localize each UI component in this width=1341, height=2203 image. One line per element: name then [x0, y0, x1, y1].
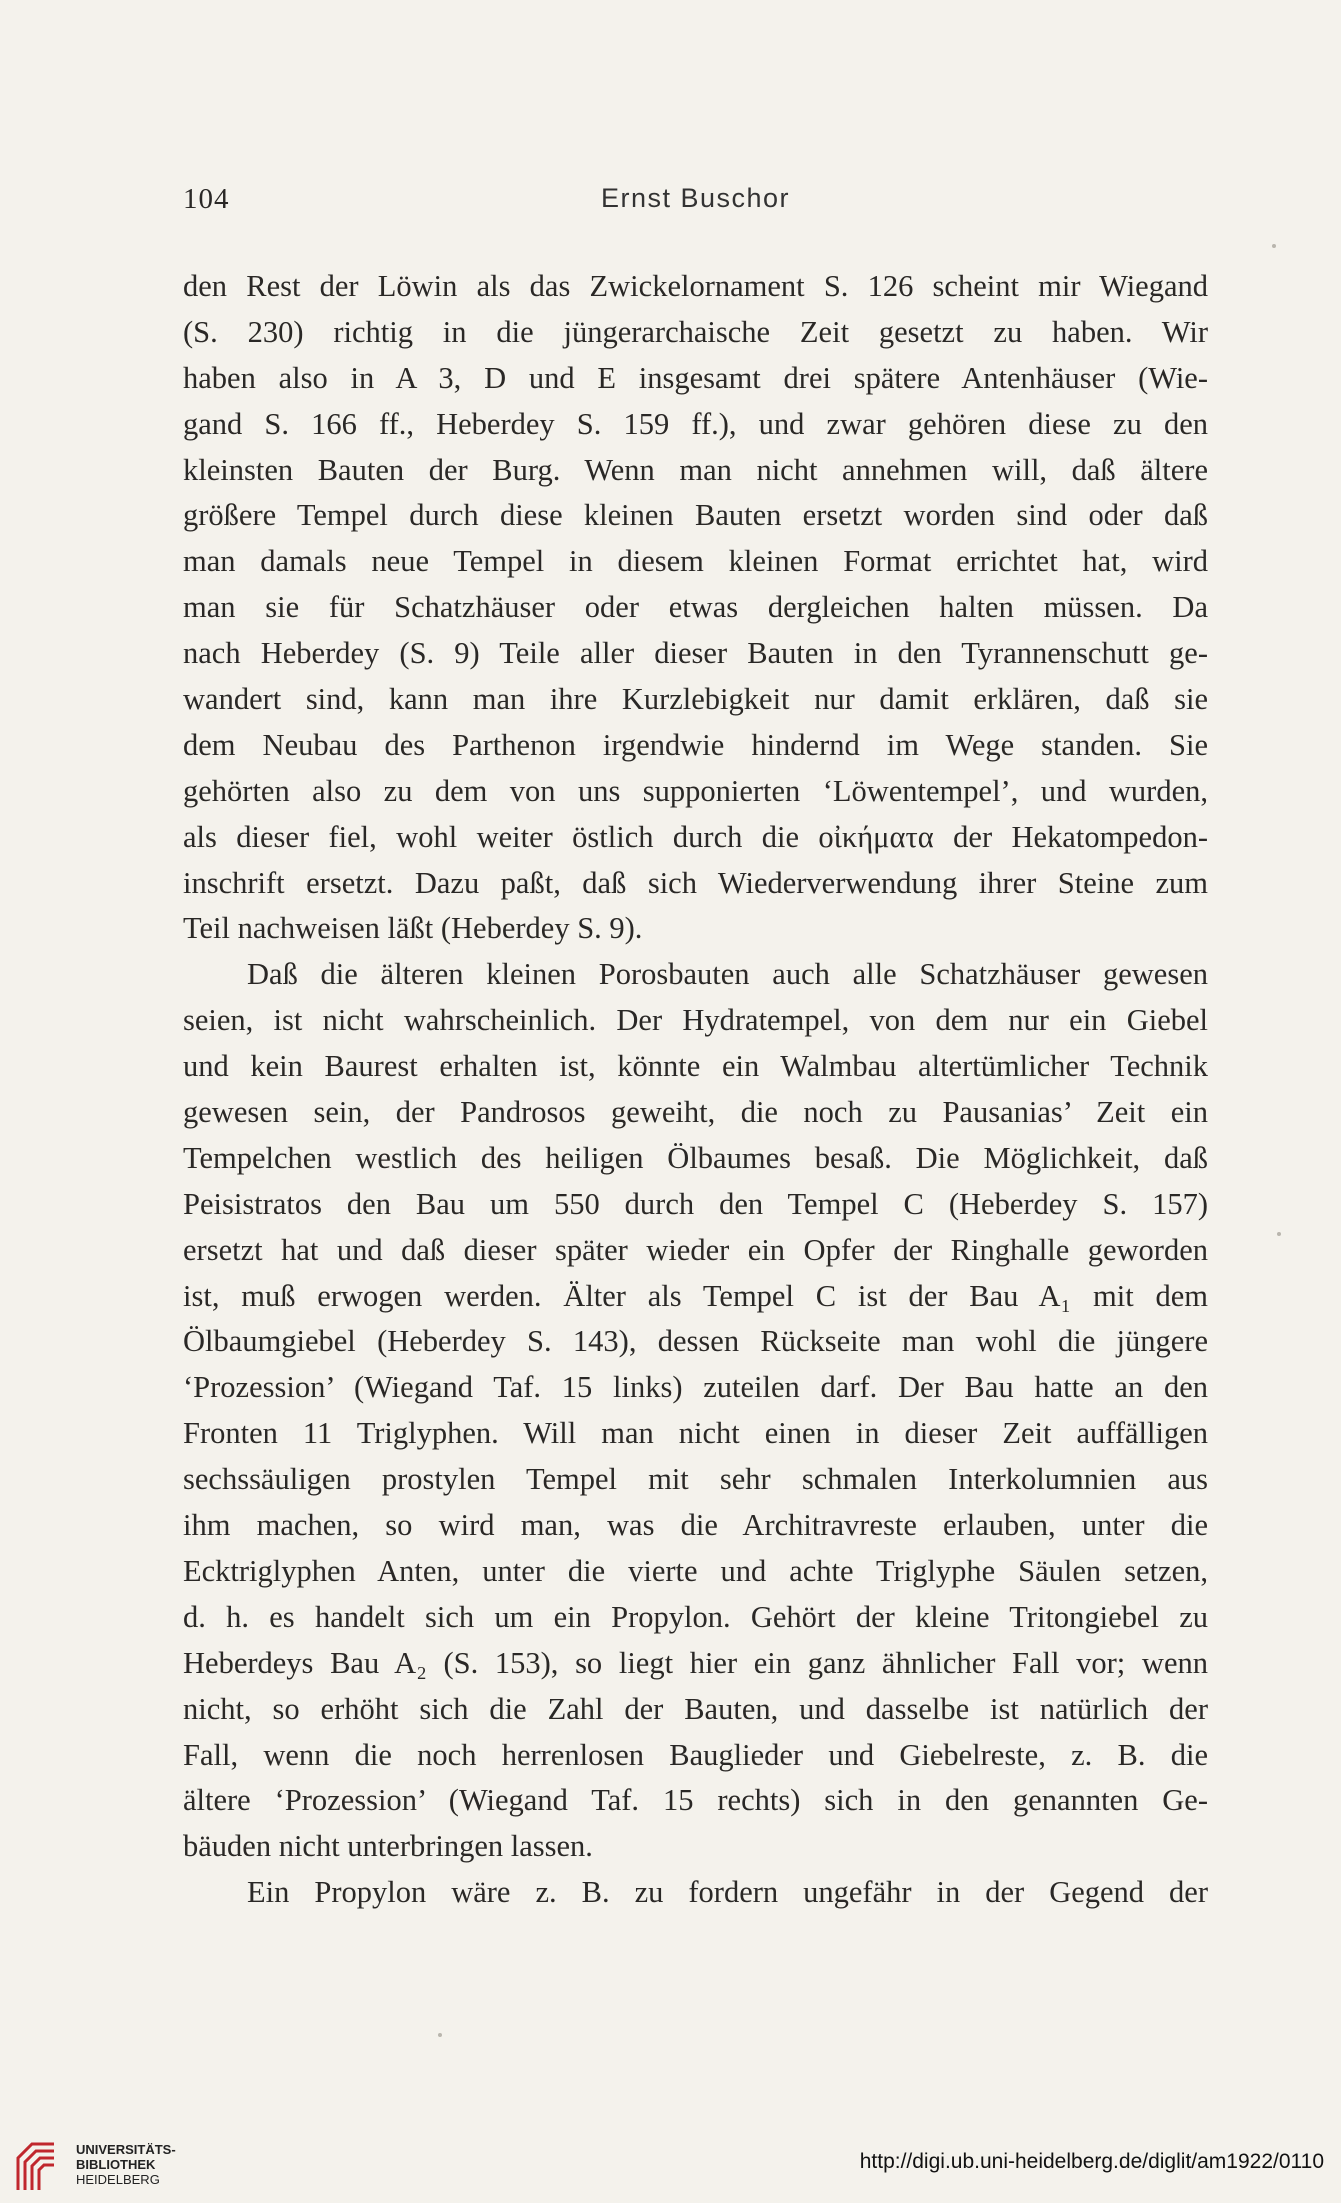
- text-line: den Rest der Löwin als das Zwickelornament S. 126 scheint mir Wiegand: [183, 269, 1208, 303]
- body-text: [183, 264, 1208, 1916]
- dust-speck: [1277, 1232, 1281, 1236]
- text-line: dem Neubau des Parthenon irgendwie hindernd im Wege standen. Sie: [183, 727, 1208, 762]
- text-line: und kein Baurest erhalten ist, könnte ein Walmbau altertümlicher Technik: [183, 1049, 1208, 1084]
- page-footer: [0, 2130, 1341, 2203]
- running-head: Ernst Buschor: [600, 183, 791, 213]
- library-name-line: BIBLIOTHEK: [76, 2157, 156, 2172]
- text-line: ältere ‘Prozession’ (Wiegand Taf. 15 rechts) sich in den genannten Ge-: [183, 1783, 1208, 1818]
- text-line: Heberdeys Bau A₂ (S. 153), so liegt hier ein ganz ähnlicher Fall vor; wenn: [183, 1645, 1208, 1680]
- text-line: nach Heberdey (S. 9) Teile aller dieser Bauten in den Tyrannenschutt ge-: [183, 636, 1208, 671]
- text-line: ‘Prozession’ (Wiegand Taf. 15 links) zuteilen darf. Der Bau hatte an den: [183, 1370, 1208, 1405]
- text-line: Ein Propylon wäre z. B. zu fordern ungefähr in der Gegend der: [247, 1875, 1208, 1910]
- source-url-link[interactable]: http://digi.ub.uni-heidelberg.de/diglit/am1922/0110: [859, 2150, 1324, 2173]
- text-line: als dieser fiel, wohl weiter östlich durch die οἰκήματα der Hekatompedon-: [183, 819, 1208, 854]
- library-name: [76, 2142, 176, 2187]
- text-line: bäuden nicht unterbringen lassen.: [183, 1829, 593, 1864]
- text-line: Tempelchen westlich des heiligen Ölbaumes besaß. Die Möglichkeit, daß: [183, 1140, 1208, 1175]
- text-line: haben also in A 3, D und E insgesamt drei spätere Antenhäuser (Wie-: [183, 360, 1208, 395]
- text-line: seien, ist nicht wahrscheinlich. Der Hydratempel, von dem nur ein Giebel: [183, 1003, 1208, 1038]
- text-line: (S. 230) richtig in die jüngerarchaische Zeit gesetzt zu haben. Wir: [183, 314, 1208, 349]
- text-line: größere Tempel durch diese kleinen Bauten ersetzt worden sind oder daß: [183, 498, 1208, 533]
- dust-speck: [438, 2033, 442, 2037]
- library-name-line: HEIDELBERG: [76, 2172, 160, 2187]
- text-line: gand S. 166 ff., Heberdey S. 159 ff.), und zwar gehören diese zu den: [183, 406, 1208, 441]
- text-line: Ecktriglyphen Anten, unter die vierte und achte Triglyphe Säulen setzen,: [183, 1553, 1208, 1588]
- text-line: inschrift ersetzt. Dazu paßt, daß sich Wiederverwendung ihrer Steine zum: [183, 865, 1208, 900]
- text-line: gewesen sein, der Pandrosos geweiht, die noch zu Pausanias’ Zeit ein: [183, 1095, 1208, 1130]
- dust-speck: [1272, 244, 1276, 248]
- text-line: man sie für Schatzhäuser oder etwas dergleichen halten müssen. Da: [183, 590, 1208, 625]
- text-line: Daß die älteren kleinen Porosbauten auch alle Schatzhäuser gewesen: [247, 957, 1208, 992]
- text-line: d. h. es handelt sich um ein Propylon. Gehört der kleine Tritongiebel zu: [183, 1599, 1208, 1634]
- text-line: nicht, so erhöht sich die Zahl der Bauten, und dasselbe ist natürlich der: [183, 1691, 1208, 1726]
- text-line: Peisistratos den Bau um 550 durch den Tempel C (Heberdey S. 157): [183, 1186, 1208, 1221]
- text-line: gehörten also zu dem von uns supponierten ‘Löwentempel’, und wurden,: [183, 773, 1208, 808]
- text-line: ersetzt hat und daß dieser später wieder ein Opfer der Ringhalle geworden: [183, 1232, 1208, 1267]
- text-line: kleinsten Bauten der Burg. Wenn man nicht annehmen will, daß ältere: [183, 452, 1208, 487]
- text-line: Ölbaumgiebel (Heberdey S. 143), dessen Rückseite man wohl die jüngere: [183, 1324, 1208, 1359]
- text-line: Teil nachweisen läßt (Heberdey S. 9).: [183, 911, 643, 946]
- text-line: ihm machen, so wird man, was die Architravreste erlauben, unter die: [183, 1508, 1208, 1543]
- library-name-line: UNIVERSITÄTS-: [76, 2142, 176, 2157]
- page-header: [183, 183, 1208, 223]
- text-line: man damals neue Tempel in diesem kleinen Format errichtet hat, wird: [183, 544, 1208, 579]
- text-line: sechssäuligen prostylen Tempel mit sehr schmalen Interkolumnien aus: [183, 1462, 1208, 1497]
- university-library-logo[interactable]: [14, 2140, 58, 2194]
- text-line: wandert sind, kann man ihre Kurzlebigkeit nur damit erklären, daß sie: [183, 682, 1208, 717]
- page-number: 104: [183, 183, 230, 215]
- text-line: Fall, wenn die noch herrenlosen Bauglieder und Giebelreste, z. B. die: [183, 1737, 1208, 1772]
- text-line: Fronten 11 Triglyphen. Will man nicht einen in dieser Zeit auffälligen: [183, 1416, 1208, 1451]
- text-line: ist, muß erwogen werden. Älter als Tempel C ist der Bau A₁ mit dem: [183, 1278, 1208, 1313]
